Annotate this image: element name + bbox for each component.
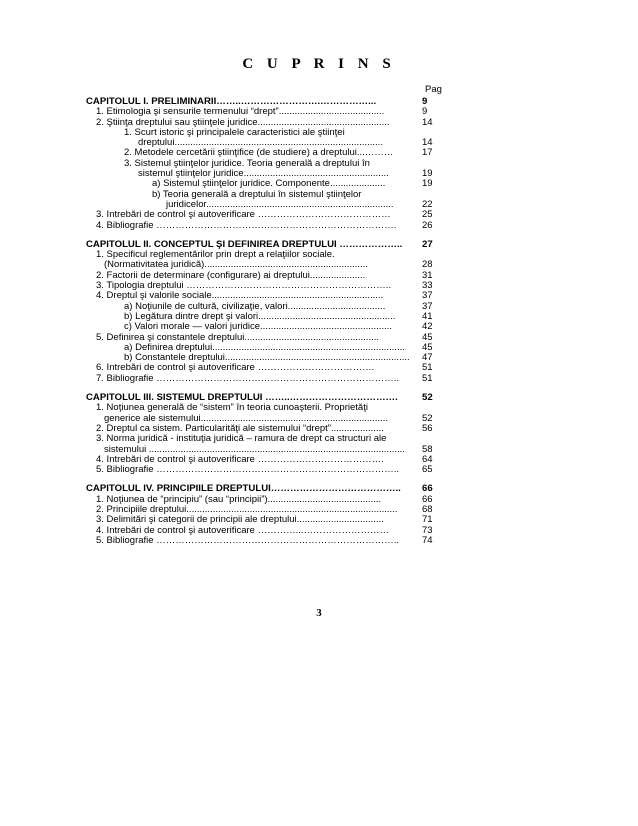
- section-gap: [86, 231, 442, 240]
- entry-title: 3. Tipologia dreptului ………………………………………………………..: [96, 281, 392, 292]
- entry-title: 3. Delimitări şi categorii de principii ale dreptului.................................: [96, 515, 384, 526]
- toc-entry-row: [86, 495, 442, 505]
- chapter-title: CAPITOLUL I. PRELIMINARII……..…………………….……………...: [86, 97, 377, 107]
- entry-title: b) Constantele dreptului......................................................................: [124, 353, 410, 364]
- page-ref: 37: [422, 300, 433, 312]
- entry-title: c) Valori morale — valori juridice..................................................: [124, 322, 392, 333]
- toc-entry-row: [86, 260, 442, 270]
- entry-title: b) Legătura dintre drept şi valori....................................................: [124, 311, 396, 322]
- entry-title: 3. Norma juridică - instituţia juridică – ramura de drept ca structuri ale: [96, 434, 387, 445]
- toc-title: C U P R I N S: [242, 56, 396, 72]
- toc-entry-row: [86, 169, 442, 179]
- toc-entry-row: [86, 403, 442, 413]
- entry-title: 5. Bibliografie …………………………………………………………………..: [96, 535, 399, 546]
- toc-entry-row: [86, 271, 442, 281]
- toc-entry-row: [86, 434, 442, 444]
- page-ref: 41: [422, 310, 433, 322]
- toc-entry-row: [86, 374, 442, 384]
- entry-title: juridicelor.......................................................................: [166, 199, 394, 210]
- toc-entry-row: [86, 302, 442, 312]
- entry-title: 4. Dreptul şi valorile sociale.................................................................: [96, 291, 384, 302]
- entry-title: a) Definirea dreptului.........................................................................: [124, 342, 405, 353]
- entry-title: 2. Ştiinţa dreptului sau ştiinţele juridice..................................................: [96, 117, 390, 128]
- toc-entry-row: [86, 210, 442, 220]
- toc-entry-row: [86, 221, 442, 231]
- toc-entry-row: [86, 363, 442, 373]
- toc-entry-row: [86, 281, 442, 291]
- section-gap: [86, 384, 442, 393]
- page-number: 3: [316, 607, 322, 619]
- toc-entry-row: [86, 343, 442, 353]
- toc-entry-row: [86, 333, 442, 343]
- page-ref: 68: [422, 503, 433, 515]
- page-ref: 28: [422, 259, 433, 271]
- toc-entry-row: [86, 190, 442, 200]
- toc-chapter-row: [86, 484, 442, 494]
- entry-title: 2. Metodele cercetării ştiinţifice (de studiere) a dreptului...………: [124, 148, 394, 159]
- toc-chapter-row: [86, 393, 442, 403]
- page-ref: 9: [422, 96, 428, 107]
- entry-title: 4. Întrebări de control şi autoverificare ………………………………….: [96, 454, 384, 465]
- chapter-title: CAPITOLUL II. CONCEPTUL ŞI DEFINIREA DREPTULUI ………………..: [86, 239, 403, 250]
- page-ref: 51: [422, 372, 433, 384]
- toc-entry-row: [86, 312, 442, 322]
- entry-title: dreptului...............................................................................: [138, 138, 383, 149]
- page-ref: 19: [422, 168, 433, 180]
- toc-entry-row: [86, 159, 442, 169]
- entry-title: sistemul ştiinţelor juridice.......................................................: [138, 169, 389, 180]
- entry-title: 5. Definirea şi constantele dreptului...................................................: [96, 332, 380, 343]
- entry-title: 4. Bibliografie ………………………………………………………………….: [96, 220, 397, 231]
- toc-entry-row: [86, 526, 442, 536]
- toc-entry-row: [86, 107, 442, 117]
- page-ref: 27: [422, 238, 433, 250]
- entry-title: a) Sistemul ştiinţelor juridice. Componente.....................: [152, 179, 386, 190]
- page-ref: 52: [422, 412, 433, 424]
- page-ref: 45: [422, 341, 433, 353]
- page-ref: 19: [422, 178, 433, 190]
- page-ref: 17: [422, 147, 433, 159]
- page-ref: 14: [422, 116, 433, 128]
- toc-entry-row: [86, 424, 442, 434]
- toc-entry-row: [86, 445, 442, 455]
- page-ref: 9: [422, 106, 428, 118]
- entry-title: 2. Principiile dreptului................................................................................: [96, 504, 398, 515]
- toc-entry-row: [86, 250, 442, 260]
- toc-entry-row: [86, 128, 442, 138]
- entry-title: (Normativitatea juridică)..............................................................: [104, 260, 368, 271]
- toc-entry-row: [86, 465, 442, 475]
- page-ref: 56: [422, 422, 433, 434]
- page-ref: 45: [422, 331, 433, 343]
- toc-entry-row: [86, 322, 442, 332]
- table-of-contents: [86, 85, 442, 546]
- toc-entry-row: [86, 536, 442, 546]
- entry-title: 2. Dreptul ca sistem. Particularităţi ale sistemului “drept”....................: [96, 423, 384, 434]
- toc-entry-row: [86, 179, 442, 189]
- page-ref: 26: [422, 219, 433, 231]
- page-ref: 74: [422, 534, 433, 546]
- section-gap: [86, 475, 442, 484]
- page-ref: 64: [422, 453, 433, 465]
- entry-title: generice ale sistemului.......................................................................: [104, 413, 389, 424]
- page-ref: 71: [422, 514, 433, 526]
- entry-title: 5. Bibliografie …………………………………………………………………..: [96, 465, 399, 476]
- entry-title: 1. Etimologia şi sensurile termenului “drept”........................................: [96, 107, 385, 118]
- page-ref: 42: [422, 321, 433, 333]
- page-ref: 51: [422, 362, 433, 374]
- pag-column-label: Pag: [425, 84, 442, 95]
- page-ref: 66: [422, 483, 433, 495]
- page-ref: 73: [422, 524, 433, 536]
- entry-title: 1. Scurt istoric şi principalele caracteristici ale ştiinţei: [124, 127, 345, 138]
- entry-title: 7. Bibliografie …………………………………………………………………..: [96, 373, 399, 384]
- entry-title: 3. Sistemul ştiinţelor juridice. Teoria generală a dreptului în: [124, 158, 370, 169]
- toc-chapter-row: [86, 97, 442, 107]
- page-ref: 52: [422, 392, 433, 404]
- page-ref: 31: [422, 269, 433, 281]
- toc-entry-row: [86, 200, 442, 210]
- page-ref: 14: [422, 137, 433, 149]
- toc-entry-row: [86, 515, 442, 525]
- entry-title: 1. Specificul reglementărilor prin drept a relaţiilor sociale.: [96, 250, 335, 261]
- entry-title: 4. Întrebări de control şi autoverificare …………...………………………: [96, 525, 389, 536]
- entry-title: a) Noţiunile de cultură, civilizaţie, valori.....................................: [124, 301, 386, 312]
- entry-title: 1. Noţiunea de “principiu” (sau “principii”)...........................................: [96, 494, 382, 505]
- page-ref: 33: [422, 280, 433, 292]
- toc-entry-row: [86, 353, 442, 363]
- page-ref: 58: [422, 443, 433, 455]
- toc-entry-row: [86, 505, 442, 515]
- chapter-title: CAPITOLUL III. SISTEMUL DREPTULUI ……..…………………………….: [86, 393, 398, 404]
- toc-entry-row: [86, 414, 442, 424]
- entry-title: sistemului .................................................................................................: [104, 444, 405, 455]
- page-ref: 66: [422, 493, 433, 505]
- toc-entry-row: [86, 138, 442, 148]
- toc-entry-row: [86, 455, 442, 465]
- chapter-title: CAPITOLUL IV. PRINCIPIILE DREPTULUI…………………………………..: [86, 484, 401, 495]
- toc-entry-row: [86, 148, 442, 158]
- entry-title: b) Teoria generală a dreptului în sistemul ştiinţelor: [152, 189, 362, 200]
- page-ref: 65: [422, 464, 433, 476]
- toc-entry-row: [86, 118, 442, 128]
- page-ref: 37: [422, 290, 433, 302]
- entry-title: 2. Factorii de determinare (configurare) ai dreptului.....................: [96, 270, 366, 281]
- entry-title: 6. Întrebări de control şi autoverificare ……………………………….: [96, 363, 375, 374]
- toc-chapter-row: [86, 240, 442, 250]
- page-ref: 22: [422, 198, 433, 210]
- entry-title: 3. Întrebări de control şi autoverificare ……………………………………: [96, 210, 391, 221]
- entry-title: 1. Noţiunea generală de “sistem” în teoria cunoaşterii. Proprietăţi: [96, 403, 368, 414]
- page-ref: 25: [422, 209, 433, 221]
- page-ref: 47: [422, 352, 433, 364]
- toc-entry-row: [86, 291, 442, 301]
